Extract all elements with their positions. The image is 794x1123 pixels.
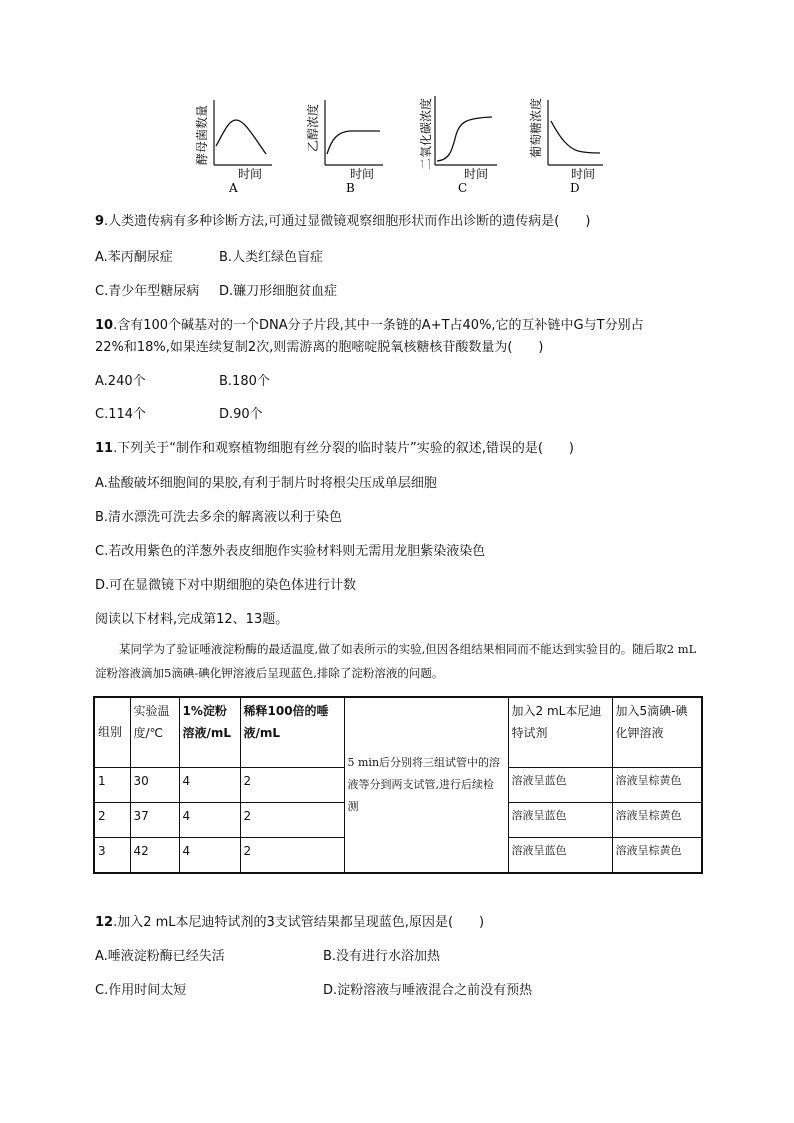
graph-c-letter: C <box>458 181 468 195</box>
row2-temp: 37 <box>130 802 179 837</box>
q9-option-b: B.人类红绿色盲症 <box>219 250 324 265</box>
q11-text: .下列关于“制作和观察植物细胞有丝分裂的临时装片”实验的叙述,错误的是( ) <box>113 441 574 456</box>
q11-option-c: C.若改用紫色的洋葱外表皮细胞作实验材料则无需用龙胆紫染液染色 <box>95 544 486 559</box>
q10-option-c: C.114个 <box>95 407 147 422</box>
graph-c <box>435 96 497 165</box>
header-iodine: 加入5滴碘-碘化钾溶液 <box>612 697 702 767</box>
graph-b-xlabel: 时间 <box>350 167 375 181</box>
graph-b-ylabel: 乙醇浓度 <box>306 103 320 152</box>
row1-saliva: 2 <box>240 767 344 802</box>
material-paragraph: 某同学为了验证唾液淀粉酶的最适温度,做了如表所示的实验,但因各组结果相同而不能达到实验目的。随后取2 mL淀粉溶液滴加5滴碘-碘化钾溶液后呈现蓝色,排除了淀粉溶液的问题。 <box>95 642 697 680</box>
row2-benedict: 溶液呈蓝色 <box>508 802 612 837</box>
q9-stem <box>95 210 590 229</box>
row2-starch: 4 <box>179 802 240 837</box>
row2-iodine: 溶液呈棕黄色 <box>612 802 702 837</box>
q11-number: 11 <box>95 441 114 456</box>
graph-c-xlabel: 时间 <box>464 167 489 181</box>
graph-d-ylabel: 葡萄糖浓度 <box>529 97 543 158</box>
q10-option-b: B.180个 <box>219 374 270 389</box>
header-temperature: 实验温度/℃ <box>130 697 179 767</box>
curve-d <box>551 121 600 153</box>
q9-option-c: C.青少年型糖尿病 <box>95 284 200 299</box>
q10-option-a: A.240个 <box>95 374 146 389</box>
row1-group: 1 <box>94 767 130 802</box>
curve-b <box>327 131 380 154</box>
row3-saliva: 2 <box>240 837 344 873</box>
row3-benedict: 溶液呈蓝色 <box>508 837 612 873</box>
table-header-row <box>94 697 702 767</box>
graph-a-xlabel: 时间 <box>238 167 263 181</box>
q11-option-d: D.可在显微镜下对中期细胞的染色体进行计数 <box>95 578 357 593</box>
header-saliva: 稀释100倍的唾液/mL <box>240 697 344 767</box>
q12-option-b: B.没有进行水浴加热 <box>323 949 441 964</box>
row1-iodine: 溶液呈棕黄色 <box>612 767 702 802</box>
row3-temp: 42 <box>130 837 179 873</box>
graph-b-letter: B <box>346 181 355 195</box>
graph-a-ylabel: 酵母菌数量 <box>195 104 209 165</box>
graph-d-letter: D <box>570 181 580 195</box>
row1-benedict: 溶液呈蓝色 <box>508 767 612 802</box>
q12-option-d: D.淀粉溶液与唾液混合之前没有预热 <box>323 983 533 998</box>
graph-d-xlabel: 时间 <box>571 167 596 181</box>
q11-stem <box>95 437 574 456</box>
curve-c <box>437 117 492 161</box>
q11-option-b: B.清水漂洗可洗去多余的解离液以利于染色 <box>95 510 343 525</box>
graph-a <box>214 100 272 165</box>
row3-starch: 4 <box>179 837 240 873</box>
q10-text-1: .含有100个碱基对的一个DNA分子片段,其中一条链的A+T占40%,它的互补链中G与T分别占 <box>113 318 644 333</box>
q12-option-c: C.作用时间太短 <box>95 983 187 998</box>
merged-note-cell: 5 min后分别将三组试管中的溶液等分到两支试管,进行后续检测 <box>344 697 508 873</box>
q12-number: 12 <box>95 915 114 930</box>
q10-stem-line1 <box>95 314 644 333</box>
row3-iodine: 溶液呈棕黄色 <box>612 837 702 873</box>
row2-group: 2 <box>94 802 130 837</box>
graph-c-ylabel: 二氧化碳浓度 <box>419 97 433 170</box>
q11-option-a: A.盐酸破坏细胞间的果胶,有利于制片时将根尖压成单层细胞 <box>95 476 437 491</box>
header-group: 组别 <box>94 697 130 767</box>
q9-number: 9 <box>95 214 105 229</box>
experiment-table <box>93 696 703 874</box>
graph-b <box>325 100 383 165</box>
q12-text: .加入2 mL本尼迪特试剂的3支试管结果都呈现蓝色,原因是( ) <box>113 915 485 930</box>
row2-saliva: 2 <box>240 802 344 837</box>
row1-temp: 30 <box>130 767 179 802</box>
q12-option-a: A.唾液淀粉酶已经失活 <box>95 949 225 964</box>
graphs-svg <box>0 0 794 200</box>
q9-text: .人类遗传病有多种诊断方法,可通过显微镜观察细胞形状而作出诊断的遗传病是( ) <box>104 214 591 229</box>
row3-group: 3 <box>94 837 130 873</box>
q10-option-d: D.90个 <box>219 407 263 422</box>
header-benedict: 加入2 mL本尼迪特试剂 <box>508 697 612 767</box>
q9-option-a: A.苯丙酮尿症 <box>95 250 173 265</box>
q12-stem <box>95 911 484 930</box>
q10-stem-line2: 22%和18%,如果连续复制2次,则需游离的胞嘧啶脱氧核糖核苷酸数量为( ) <box>95 340 544 355</box>
graph-d <box>548 100 603 165</box>
q9-option-d: D.镰刀形细胞贫血症 <box>219 284 338 299</box>
reading-instruction: 阅读以下材料,完成第12、13题。 <box>95 612 289 627</box>
q10-number: 10 <box>95 318 114 333</box>
header-starch: 1%淀粉溶液/mL <box>179 697 240 767</box>
row1-starch: 4 <box>179 767 240 802</box>
graph-a-letter: A <box>229 181 238 195</box>
curve-a <box>216 120 266 154</box>
